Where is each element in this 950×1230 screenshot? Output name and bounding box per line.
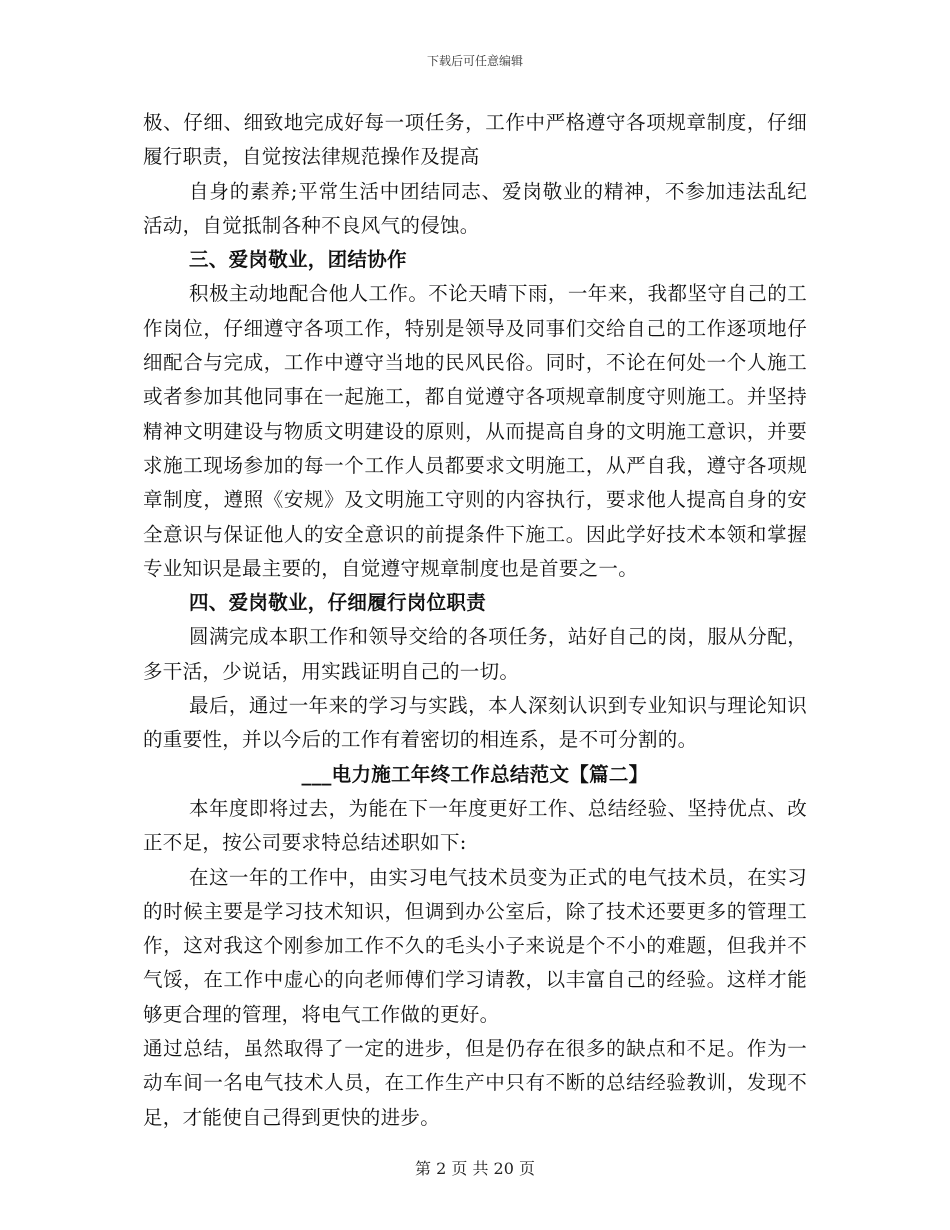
- paragraph-work-review: 在这一年的工作中，由实习电气技术员变为正式的电气技术员，在实习的时候主要是学习技术知识，但调到办公室后，除了技术还要更多的管理工作，这对我这个刚参加工作不久的毛头小子来说是个不小的难题，但我并不气馁，在工作中虚心的向老师傅们学习请教，以丰富自己的经验。这样才能够更合理的管理，将电气工作做的更好。: [143, 865, 807, 1026]
- article-subtitle: ___电力施工年终工作总结范文【篇二】: [301, 762, 649, 786]
- section-heading-3: 三、爱岗敬业，团结协作: [189, 248, 407, 272]
- paragraph-continued: 极、仔细、细致地完成好每一项任务，工作中严格遵守各项规章制度，仔细履行职责，自觉按法律规范操作及提高: [143, 111, 807, 169]
- page-footer: 第 2 页 共 20 页: [415, 1159, 535, 1178]
- paragraph-summary: 通过总结，虽然取得了一定的进步，但是仍存在很多的缺点和不足。作为一动车间一名电气技术人员，在工作生产中只有不断的总结经验教训，发现不足，才能使自己得到更快的进步。: [143, 1037, 807, 1129]
- paragraph-cooperation: 积极主动地配合他人工作。不论天晴下雨，一年来，我都坚守自己的工作岗位，仔细遵守各项工作，特别是领导及同事们交给自己的工作逐项地仔细配合与完成，工作中遵守当地的民风民俗。同时，不论在何处一个人施工或者参加其他同事在一起施工，都自觉遵守各项规章制度守则施工。并坚持精神文明建设与物质文明建设的原则，从而提高自身的文明施工意识，并要求施工现场参加的每一个工作人员都要求文明施工，从严自我，遵守各项规章制度，遵照《安规》及文明施工守则的内容执行，要求他人提高自身的安全意识与保证他人的安全意识的前提条件下施工。因此学好技术本领和掌握专业知识是最主要的，自觉遵守规章制度也是首要之一。: [143, 282, 807, 580]
- paragraph-self-quality: 自身的素养;平常生活中团结同志、爱岗敬业的精神，不参加违法乱纪活动，自觉抵制各种不良风气的侵蚀。: [143, 179, 807, 237]
- paragraph-duties: 圆满完成本职工作和领导交给的各项任务，站好自己的岗，服从分配，多干活，少说话，用实践证明自己的一切。: [143, 625, 807, 683]
- section-heading-4: 四、爱岗敬业，仔细履行岗位职责: [189, 591, 487, 615]
- page-header: 下载后可任意编辑: [426, 54, 523, 68]
- document-body: [143, 106, 807, 1135]
- paragraph-intro-2: 本年度即将过去，为能在下一年度更好工作、总结经验、坚持优点、改正不足，按公司要求特总结述职如下:: [143, 796, 807, 855]
- paragraph-conclusion: 最后，通过一年来的学习与实践，本人深刻认识到专业知识与理论知识的重要性，并以今后的工作有着密切的相连系，是不可分割的。: [143, 694, 807, 752]
